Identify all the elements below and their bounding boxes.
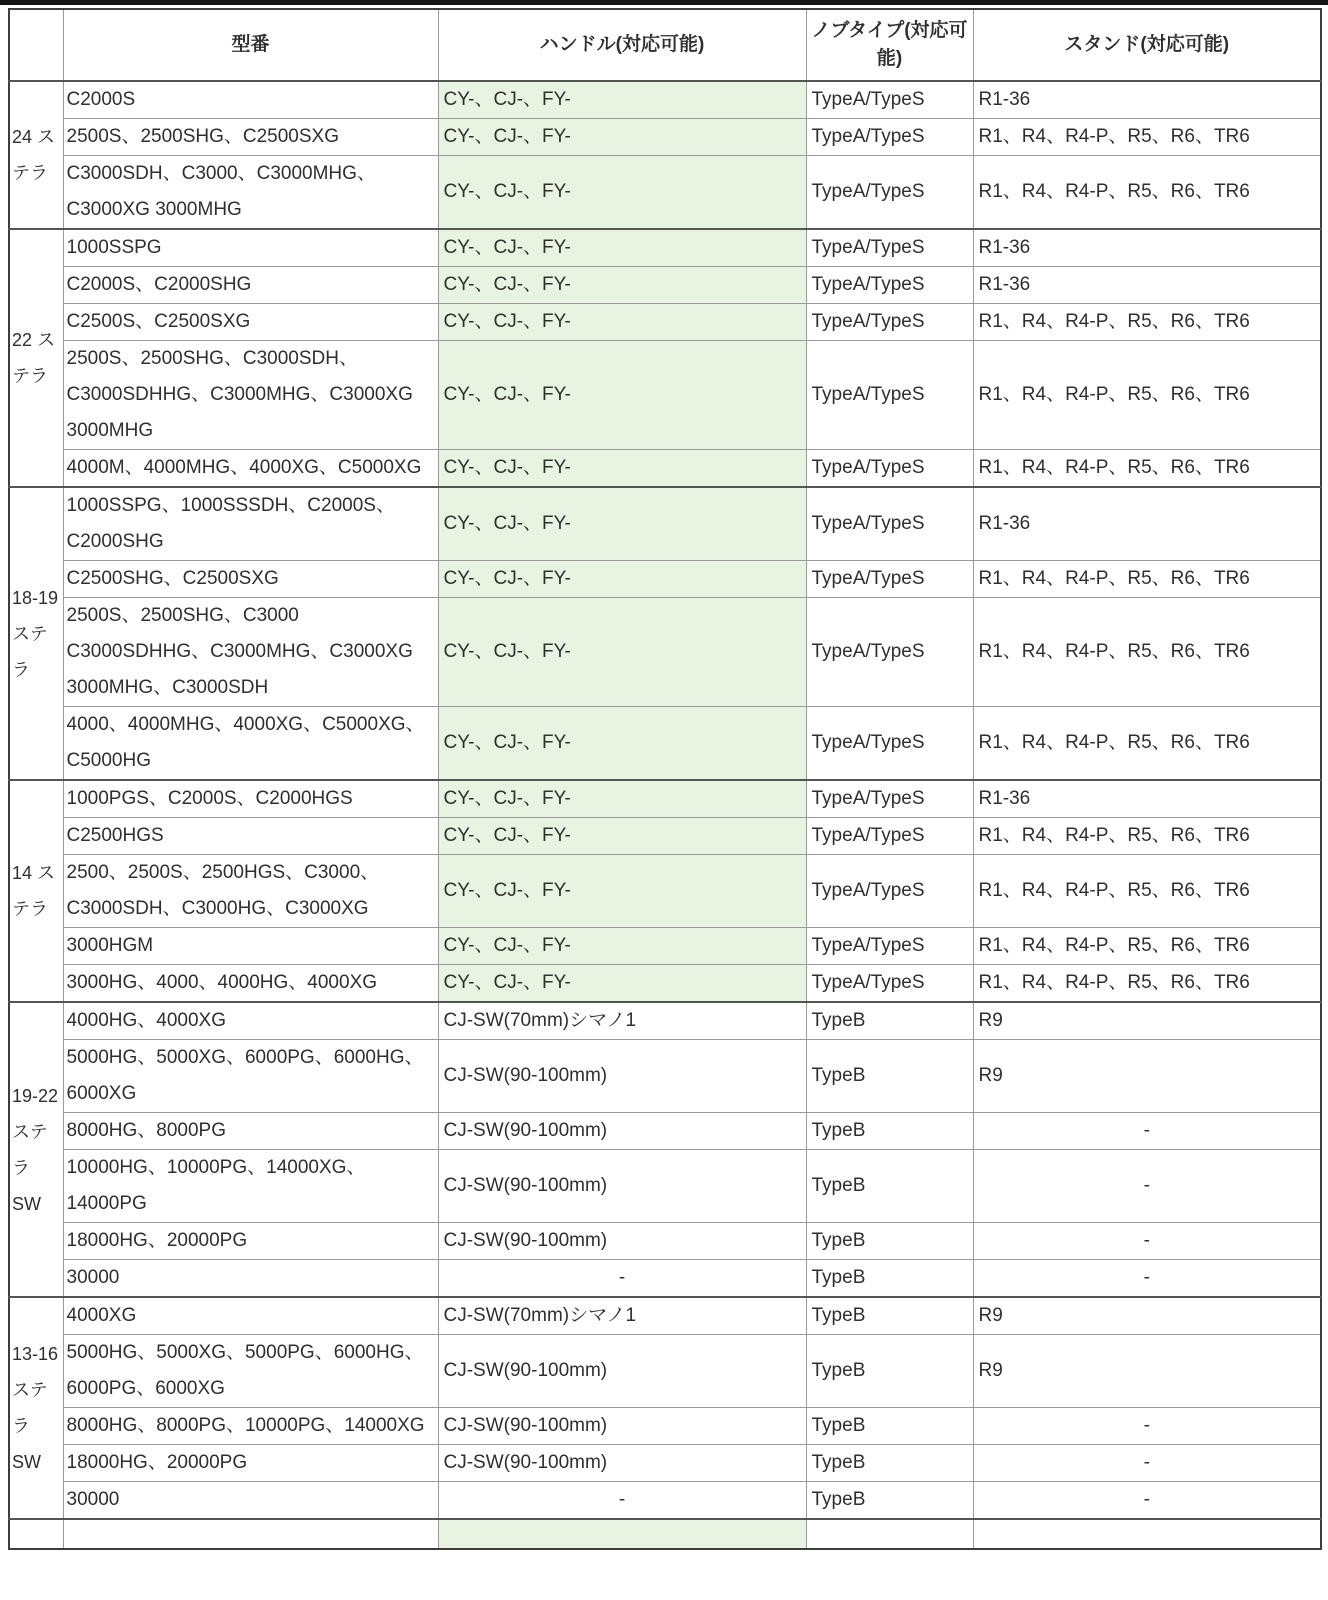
stand-cell: -	[973, 1113, 1321, 1150]
handle-cell: CJ-SW(90-100mm)	[438, 1040, 806, 1113]
model-cell: C2000S、C2000SHG	[63, 267, 438, 304]
table-row	[9, 341, 1321, 450]
knob-cell: TypeB	[806, 1408, 973, 1445]
stand-cell: R1、R4、R4-P、R5、R6、TR6	[973, 156, 1321, 230]
knob-cell: TypeA/TypeS	[806, 119, 973, 156]
table-row	[9, 1335, 1321, 1408]
model-cell: 2500S、2500SHG、C2500SXG	[63, 119, 438, 156]
handle-cell: CJ-SW(90-100mm)	[438, 1223, 806, 1260]
handle-cell: CY-、CJ-、FY-	[438, 780, 806, 818]
table-row	[9, 561, 1321, 598]
table-row	[9, 1113, 1321, 1150]
model-cell: 5000HG、5000XG、5000PG、6000HG、6000PG、6000XG	[63, 1335, 438, 1408]
handle-cell: CY-、CJ-、FY-	[438, 598, 806, 707]
table-header	[9, 9, 1321, 81]
table-row	[9, 267, 1321, 304]
knob-cell: TypeA/TypeS	[806, 818, 973, 855]
table-row	[9, 119, 1321, 156]
model-cell: C2500HGS	[63, 818, 438, 855]
table-row	[9, 1150, 1321, 1223]
stand-cell: R1、R4、R4-P、R5、R6、TR6	[973, 965, 1321, 1003]
table-row	[9, 965, 1321, 1003]
stand-cell: R1、R4、R4-P、R5、R6、TR6	[973, 818, 1321, 855]
table-row	[9, 1223, 1321, 1260]
handle-cell: CY-、CJ-、FY-	[438, 928, 806, 965]
table-row	[9, 1002, 1321, 1040]
table-row	[9, 156, 1321, 230]
handle-cell: CY-、CJ-、FY-	[438, 304, 806, 341]
stand-cell: R1、R4、R4-P、R5、R6、TR6	[973, 341, 1321, 450]
knob-cell: TypeA/TypeS	[806, 304, 973, 341]
knob-cell: TypeA/TypeS	[806, 156, 973, 230]
handle-cell: CY-、CJ-、FY-	[438, 450, 806, 488]
stand-cell: R1-36	[973, 780, 1321, 818]
table-row	[9, 855, 1321, 928]
handle-cell: CJ-SW(90-100mm)	[438, 1335, 806, 1408]
table-row	[9, 81, 1321, 119]
partial-next-row	[9, 1519, 1321, 1549]
stand-cell: R1-36	[973, 267, 1321, 304]
table-row	[9, 1040, 1321, 1113]
stand-cell: R9	[973, 1335, 1321, 1408]
handle-cell: CJ-SW(90-100mm)	[438, 1408, 806, 1445]
stand-cell: R1、R4、R4-P、R5、R6、TR6	[973, 304, 1321, 341]
knob-cell: TypeB	[806, 1297, 973, 1335]
table-row	[9, 818, 1321, 855]
table-row	[9, 928, 1321, 965]
model-cell: 3000HG、4000、4000HG、4000XG	[63, 965, 438, 1003]
model-cell: 5000HG、5000XG、6000PG、6000HG、6000XG	[63, 1040, 438, 1113]
group-label: 18-19 ステラ	[9, 487, 63, 780]
stand-cell: R1-36	[973, 229, 1321, 267]
header-knob: ノブタイプ(対応可能)	[806, 9, 973, 81]
model-cell: 8000HG、8000PG	[63, 1113, 438, 1150]
table-row	[9, 450, 1321, 488]
stand-cell: -	[973, 1150, 1321, 1223]
table-row	[9, 304, 1321, 341]
knob-cell: TypeA/TypeS	[806, 965, 973, 1003]
stand-cell: R1、R4、R4-P、R5、R6、TR6	[973, 928, 1321, 965]
model-cell: 1000SSPG、1000SSSDH、C2000S、C2000SHG	[63, 487, 438, 561]
handle-cell: CY-、CJ-、FY-	[438, 267, 806, 304]
handle-cell: CY-、CJ-、FY-	[438, 119, 806, 156]
stand-cell: R1、R4、R4-P、R5、R6、TR6	[973, 598, 1321, 707]
table-row	[9, 780, 1321, 818]
stand-cell: -	[973, 1408, 1321, 1445]
model-cell: C2500SHG、C2500SXG	[63, 561, 438, 598]
group-cell	[9, 1519, 63, 1549]
header-model: 型番	[63, 9, 438, 81]
stand-cell: R1-36	[973, 81, 1321, 119]
header-group	[9, 9, 63, 81]
knob-cell	[806, 1519, 973, 1549]
table-row	[9, 1408, 1321, 1445]
model-cell: 2500S、2500SHG、C3000 C3000SDHHG、C3000MHG、C3000XG 3000MHG、C3000SDH	[63, 598, 438, 707]
group-label: 13-16 ステラ SW	[9, 1297, 63, 1519]
table-row	[9, 1297, 1321, 1335]
knob-cell: TypeA/TypeS	[806, 229, 973, 267]
knob-cell: TypeB	[806, 1002, 973, 1040]
model-cell: 8000HG、8000PG、10000PG、14000XG	[63, 1408, 438, 1445]
handle-cell: CY-、CJ-、FY-	[438, 229, 806, 267]
model-cell: 10000HG、10000PG、14000XG、14000PG	[63, 1150, 438, 1223]
table-row	[9, 707, 1321, 781]
top-divider-bar	[0, 0, 1328, 5]
header-handle: ハンドル(対応可能)	[438, 9, 806, 81]
handle-cell: CJ-SW(90-100mm)	[438, 1445, 806, 1482]
knob-cell: TypeA/TypeS	[806, 707, 973, 781]
table-row	[9, 1482, 1321, 1520]
stand-cell: R9	[973, 1040, 1321, 1113]
model-cell: 1000PGS、C2000S、C2000HGS	[63, 780, 438, 818]
knob-cell: TypeB	[806, 1040, 973, 1113]
stand-cell: -	[973, 1260, 1321, 1298]
knob-cell: TypeB	[806, 1335, 973, 1408]
table-row	[9, 1260, 1321, 1298]
stand-cell: -	[973, 1482, 1321, 1520]
knob-cell: TypeA/TypeS	[806, 780, 973, 818]
model-cell: 4000HG、4000XG	[63, 1002, 438, 1040]
handle-cell: CJ-SW(70mm)シマノ1	[438, 1297, 806, 1335]
knob-cell: TypeA/TypeS	[806, 598, 973, 707]
group-label: 22 ステラ	[9, 229, 63, 487]
handle-cell: CY-、CJ-、FY-	[438, 818, 806, 855]
handle-cell: -	[438, 1260, 806, 1298]
group-label: 19-22 ステラ SW	[9, 1002, 63, 1297]
knob-cell: TypeB	[806, 1113, 973, 1150]
group-label: 14 ステラ	[9, 780, 63, 1002]
knob-cell: TypeA/TypeS	[806, 855, 973, 928]
model-cell: 4000、4000MHG、4000XG、C5000XG、C5000HG	[63, 707, 438, 781]
model-cell: C3000SDH、C3000、C3000MHG、C3000XG 3000MHG	[63, 156, 438, 230]
handle-cell	[438, 1519, 806, 1549]
handle-cell: CY-、CJ-、FY-	[438, 561, 806, 598]
model-cell: 4000M、4000MHG、4000XG、C5000XG	[63, 450, 438, 488]
reel-compatibility-table	[8, 8, 1322, 1550]
handle-cell: CJ-SW(70mm)シマノ1	[438, 1002, 806, 1040]
knob-cell: TypeA/TypeS	[806, 450, 973, 488]
model-cell: 4000XG	[63, 1297, 438, 1335]
knob-cell: TypeA/TypeS	[806, 928, 973, 965]
table-row	[9, 487, 1321, 561]
model-cell	[63, 1519, 438, 1549]
model-cell: 18000HG、20000PG	[63, 1223, 438, 1260]
knob-cell: TypeA/TypeS	[806, 341, 973, 450]
knob-cell: TypeB	[806, 1445, 973, 1482]
knob-cell: TypeA/TypeS	[806, 561, 973, 598]
model-cell: 1000SSPG	[63, 229, 438, 267]
model-cell: 2500、2500S、2500HGS、C3000、C3000SDH、C3000HG、C3000XG	[63, 855, 438, 928]
stand-cell	[973, 1519, 1321, 1549]
stand-cell: R1、R4、R4-P、R5、R6、TR6	[973, 707, 1321, 781]
table-row	[9, 229, 1321, 267]
handle-cell: CY-、CJ-、FY-	[438, 707, 806, 781]
model-cell: C2000S	[63, 81, 438, 119]
stand-cell: R9	[973, 1002, 1321, 1040]
stand-cell: R1-36	[973, 487, 1321, 561]
table-body	[9, 81, 1321, 1549]
knob-cell: TypeA/TypeS	[806, 81, 973, 119]
stand-cell: -	[973, 1223, 1321, 1260]
handle-cell: CY-、CJ-、FY-	[438, 965, 806, 1003]
stand-cell: -	[973, 1445, 1321, 1482]
model-cell: 30000	[63, 1482, 438, 1520]
table-row	[9, 1445, 1321, 1482]
knob-cell: TypeB	[806, 1150, 973, 1223]
header-stand: スタンド(対応可能)	[973, 9, 1321, 81]
handle-cell: CY-、CJ-、FY-	[438, 341, 806, 450]
model-cell: 3000HGM	[63, 928, 438, 965]
knob-cell: TypeB	[806, 1223, 973, 1260]
header-row	[9, 9, 1321, 81]
model-cell: 18000HG、20000PG	[63, 1445, 438, 1482]
group-label: 24 ステラ	[9, 81, 63, 229]
stand-cell: R9	[973, 1297, 1321, 1335]
knob-cell: TypeA/TypeS	[806, 267, 973, 304]
model-cell: 2500S、2500SHG、C3000SDH、C3000SDHHG、C3000MHG、C3000XG 3000MHG	[63, 341, 438, 450]
handle-cell: CJ-SW(90-100mm)	[438, 1150, 806, 1223]
knob-cell: TypeB	[806, 1482, 973, 1520]
stand-cell: R1、R4、R4-P、R5、R6、TR6	[973, 119, 1321, 156]
stand-cell: R1、R4、R4-P、R5、R6、TR6	[973, 450, 1321, 488]
stand-cell: R1、R4、R4-P、R5、R6、TR6	[973, 855, 1321, 928]
handle-cell: CY-、CJ-、FY-	[438, 81, 806, 119]
model-cell: 30000	[63, 1260, 438, 1298]
handle-cell: CJ-SW(90-100mm)	[438, 1113, 806, 1150]
handle-cell: CY-、CJ-、FY-	[438, 487, 806, 561]
stand-cell: R1、R4、R4-P、R5、R6、TR6	[973, 561, 1321, 598]
table-row	[9, 598, 1321, 707]
knob-cell: TypeB	[806, 1260, 973, 1298]
knob-cell: TypeA/TypeS	[806, 487, 973, 561]
model-cell: C2500S、C2500SXG	[63, 304, 438, 341]
handle-cell: -	[438, 1482, 806, 1520]
handle-cell: CY-、CJ-、FY-	[438, 156, 806, 230]
handle-cell: CY-、CJ-、FY-	[438, 855, 806, 928]
